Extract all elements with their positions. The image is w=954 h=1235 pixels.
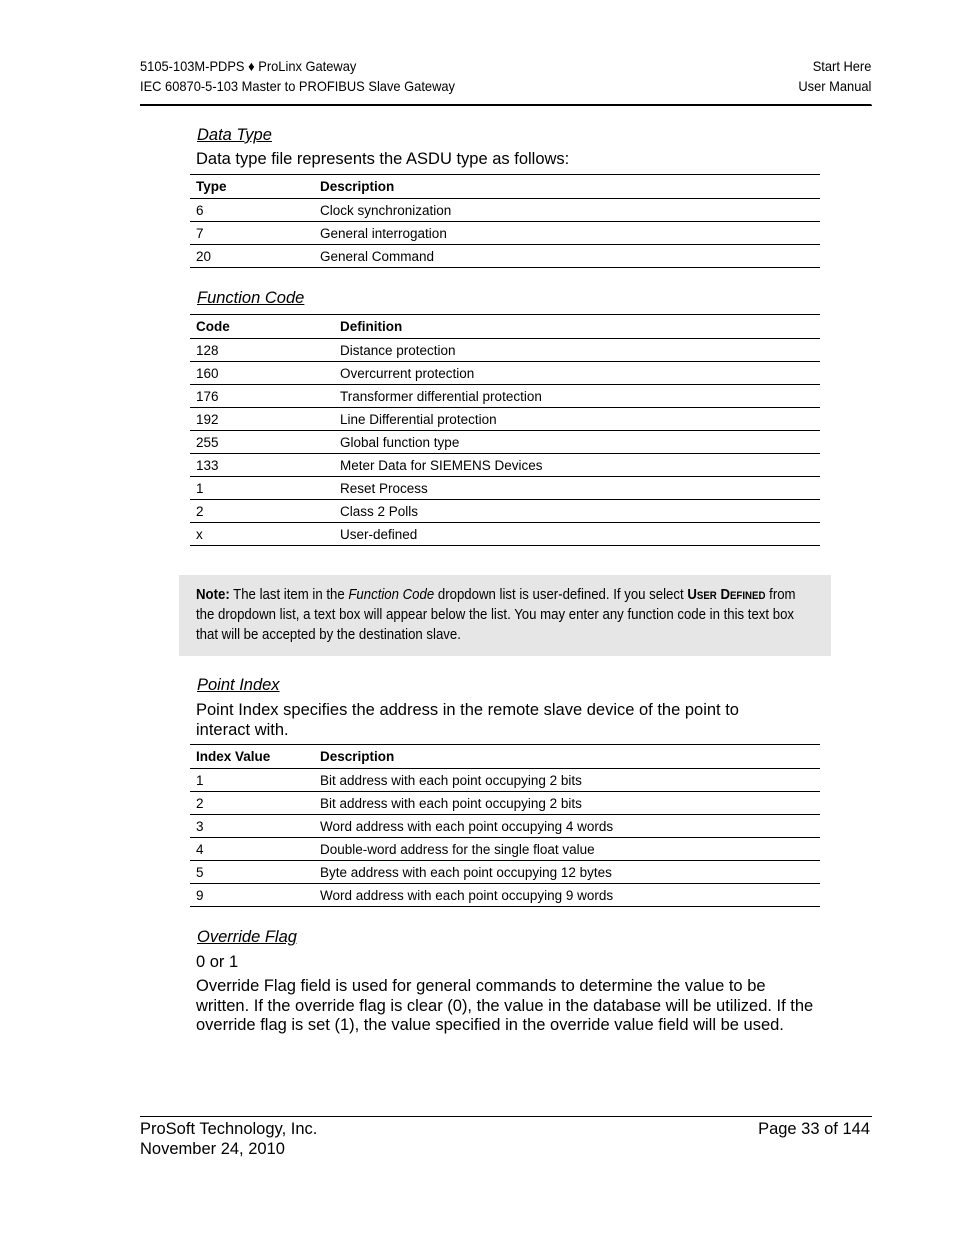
table-cell: Double-word address for the single float value <box>314 838 820 861</box>
table-cell: Global function type <box>334 431 820 454</box>
page-header <box>140 56 871 105</box>
table-row <box>190 769 820 792</box>
table-header-row <box>190 315 820 339</box>
footer-page-number: Page 33 of 144 <box>758 1120 870 1138</box>
note-text <box>196 585 803 645</box>
table-cell: 192 <box>190 408 334 431</box>
note-text-part: dropdown list is user-defined. If you select <box>434 586 688 603</box>
table-row <box>190 199 820 222</box>
table-cell: Distance protection <box>334 339 820 362</box>
table-cell: 3 <box>190 815 314 838</box>
table-cell: 2 <box>190 500 334 523</box>
column-header: Description <box>314 745 820 769</box>
table-cell: 5 <box>190 861 314 884</box>
table-cell: Class 2 Polls <box>334 500 820 523</box>
note-text-part: from the dropdown list, a text box will appear below the list. You may enter any function code in this text box that will be accepted by the destination slave. <box>196 586 796 643</box>
table-header-row <box>190 745 820 769</box>
table-cell: 2 <box>190 792 314 815</box>
column-header: Code <box>190 315 334 339</box>
header-product: 5105-103M-PDPS ♦ ProLinx Gateway <box>140 58 357 74</box>
table-row <box>190 454 820 477</box>
point-index-heading: Point Index <box>197 676 280 694</box>
header-section: Start Here <box>812 58 872 74</box>
column-header: Index Value <box>190 745 314 769</box>
table-row <box>190 861 820 884</box>
point-index-intro: Point Index specifies the address in the remote slave device of the point to interact with. <box>196 701 739 739</box>
table-cell: Meter Data for SIEMENS Devices <box>334 454 820 477</box>
table-cell: 20 <box>190 245 314 268</box>
header-subtitle: IEC 60870-5-103 Master to PROFIBUS Slave Gateway <box>140 78 455 94</box>
table-row <box>190 792 820 815</box>
table-cell: Word address with each point occupying 4 words <box>314 815 820 838</box>
override-flag-description: Override Flag field is used for general commands to determine the value to be written. If the override flag is clear (0), the value in the database will be utilized. If the override flag is set (1), the value specified in the override value field will be used. <box>196 977 814 1034</box>
function-code-table <box>190 314 820 546</box>
column-header: Description <box>314 175 820 199</box>
table-cell: 1 <box>190 477 334 500</box>
column-header: Type <box>190 175 314 199</box>
table-cell: 9 <box>190 884 314 907</box>
table-cell: Line Differential protection <box>334 408 820 431</box>
header-doc-type: User Manual <box>798 78 872 94</box>
table-row <box>190 815 820 838</box>
override-flag-heading: Override Flag <box>197 928 297 946</box>
table-row <box>190 523 820 546</box>
footer-date: November 24, 2010 <box>140 1139 285 1158</box>
footer-divider <box>140 1116 872 1117</box>
header-left <box>140 56 455 96</box>
table-cell: Clock synchronization <box>314 199 820 222</box>
table-cell: 7 <box>190 222 314 245</box>
note-label: Note: <box>196 586 230 603</box>
note-emphasis: Function Code <box>348 586 435 603</box>
table-cell: 6 <box>190 199 314 222</box>
override-flag-values: 0 or 1 <box>196 953 239 971</box>
header-right <box>798 56 871 96</box>
table-cell: 133 <box>190 454 334 477</box>
table-cell: 160 <box>190 362 334 385</box>
table-cell: Bit address with each point occupying 2 bits <box>314 769 820 792</box>
data-type-heading: Data Type <box>197 126 272 144</box>
table-cell: Word address with each point occupying 9 words <box>314 884 820 907</box>
data-type-intro: Data type file represents the ASDU type as follows: <box>196 150 570 168</box>
table-cell: x <box>190 523 334 546</box>
table-row <box>190 245 820 268</box>
table-cell: 176 <box>190 385 334 408</box>
note-text-part: The last item in the <box>229 586 349 603</box>
table-row <box>190 884 820 907</box>
data-type-table <box>190 174 820 268</box>
column-header: Definition <box>334 315 820 339</box>
footer-left <box>140 1120 317 1159</box>
function-code-heading: Function Code <box>197 289 305 307</box>
table-row <box>190 500 820 523</box>
table-cell: Overcurrent protection <box>334 362 820 385</box>
note-option-name: User Defined <box>687 586 766 603</box>
table-row <box>190 339 820 362</box>
table-cell: General Command <box>314 245 820 268</box>
header-divider <box>140 105 872 106</box>
table-cell: Reset Process <box>334 477 820 500</box>
table-cell: Byte address with each point occupying 12 bytes <box>314 861 820 884</box>
footer-company: ProSoft Technology, Inc. <box>140 1120 318 1138</box>
table-row <box>190 431 820 454</box>
table-row <box>190 362 820 385</box>
table-row <box>190 838 820 861</box>
table-cell: 255 <box>190 431 334 454</box>
table-cell: Transformer differential protection <box>334 385 820 408</box>
table-cell: General interrogation <box>314 222 820 245</box>
table-row <box>190 222 820 245</box>
table-row <box>190 408 820 431</box>
point-index-table <box>190 744 820 907</box>
table-cell: 128 <box>190 339 334 362</box>
table-cell: 1 <box>190 769 314 792</box>
table-cell: Bit address with each point occupying 2 bits <box>314 792 820 815</box>
table-cell: User-defined <box>334 523 820 546</box>
table-cell: 4 <box>190 838 314 861</box>
table-row <box>190 385 820 408</box>
table-header-row <box>190 175 820 199</box>
table-row <box>190 477 820 500</box>
